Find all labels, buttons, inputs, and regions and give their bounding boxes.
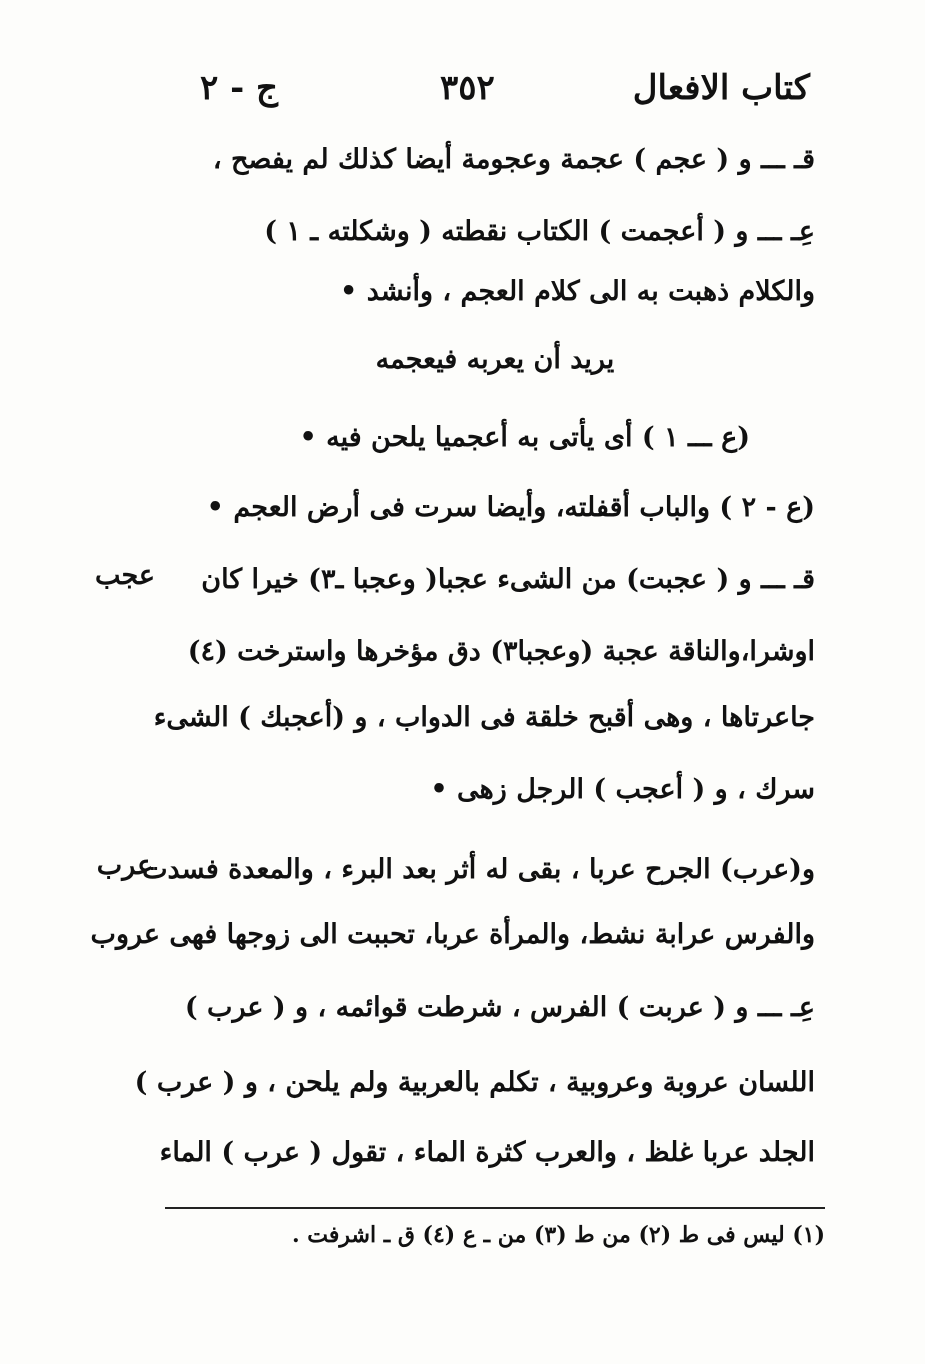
page-header (190, 68, 810, 128)
page-number: ٣٥٢ (440, 68, 495, 108)
text-line: اوشرا،والناقة عجبة (وعجبا٣) دق مؤخرها واسترخت (٤) (187, 636, 815, 667)
footnote-divider (165, 1207, 825, 1209)
text-line: والفرس عرابة نشط، والمرأة عربا، تحببت الى زوجها فهى عروب (90, 919, 815, 950)
text-line: اللسان عروبة وعروبية ، تكلم بالعربية ولم يلحن ، و ( عرب ) (134, 1067, 815, 1098)
book-title: كتاب الافعال (632, 68, 810, 108)
margin-note-root: عجب (94, 560, 156, 591)
text-line: عِـ ـــ و ( أعجمت ) الكتاب نقطته ( وشكلته ـ ١ ) (264, 216, 815, 247)
text-line: والكلام ذهبت به الى كلام العجم ، وأنشد • (340, 276, 815, 307)
text-line: سرك ، و ( أعجب ) الرجل زهى • (430, 774, 815, 805)
text-line: الجلد عربا غلظ ، والعرب كثرة الماء ، تقول ( عرب ) الماء (159, 1137, 815, 1168)
margin-note-root: عرب (96, 850, 154, 881)
footnote: (١) ليس فى ط (٢) من ط (٣) من ـ ع (٤) ق ـ اشرفت . (291, 1222, 825, 1248)
text-line: قـ ـــ و ( عجم ) عجمة وعجومة أيضا كذلك لم يفصح ، (212, 144, 815, 175)
text-line: و(عرب) الجرح عربا ، بقى له أثر بعد البرء ، والمعدة فسدت (142, 854, 815, 885)
volume-label: ج - ٢ (200, 68, 278, 108)
text-line: (ع ـــ ١ ) أى يأتى به أعجميا يلحن فيه • (299, 422, 750, 453)
verse-line: يريد أن يعربه فيعجمه (375, 344, 615, 375)
text-line: (ع - ٢ ) والباب أقفلته، وأيضا سرت فى أرض العجم • (206, 492, 815, 523)
text-line: جاعرتاها ، وهى أقبح خلقة فى الدواب ، و (أعجبك ) الشىء (153, 702, 815, 733)
text-line: قـ ـــ و ( عجبت) من الشىء عجبا( وعجبا ـ٣) خيرا كان (201, 564, 815, 595)
text-line: عِـ ـــ و ( عربت ) الفرس ، شرطت قوائمه ، و ( عرب ) (184, 992, 815, 1023)
